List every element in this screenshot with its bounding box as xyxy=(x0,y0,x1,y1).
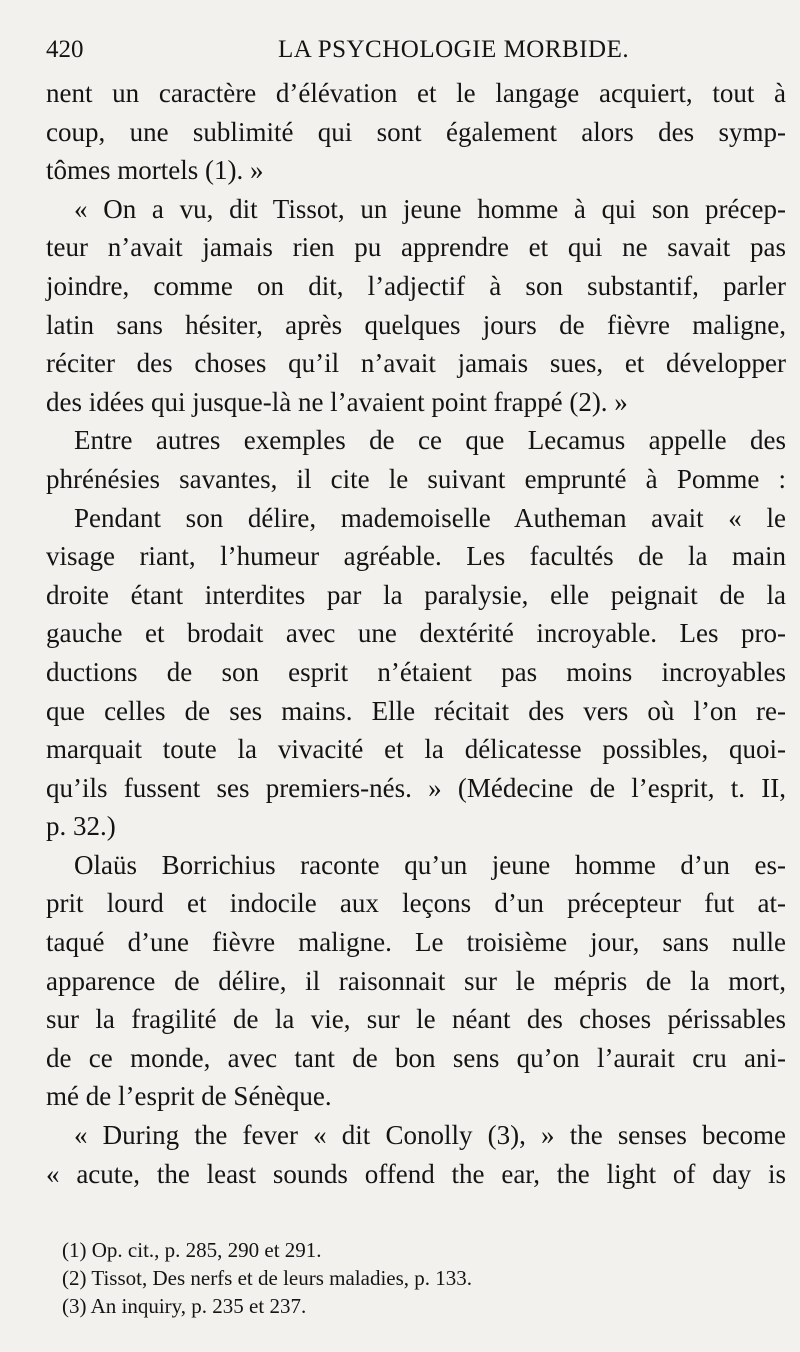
text-line: Olaüs Borrichius raconte qu’un jeune homme d’un es- xyxy=(74,849,786,880)
text-line: latin sans hésiter, après quelques jours de fièvre maligne, xyxy=(46,309,786,340)
text-line: droite étant interdites par la paralysie, elle peignait de la xyxy=(46,579,786,610)
text-line: coup, une sublimité qui sont également alors des symp- xyxy=(46,116,786,147)
page-number: 420 xyxy=(46,36,84,63)
footnote-mark: (1) xyxy=(62,1238,92,1262)
text-line: tômes mortels (1). » xyxy=(46,155,264,186)
text-line: que celles de ses mains. Elle récitait des vers où l’on re- xyxy=(46,695,786,726)
footnote xyxy=(62,1264,762,1292)
text-line: p. 32.) xyxy=(46,811,116,842)
footnote-text: Op. cit., p. 285, 290 et 291. xyxy=(91,1238,322,1262)
text-line: teur n’avait jamais rien pu apprendre et qui ne savait pas xyxy=(46,232,786,263)
text-line: de ce monde, avec tant de bon sens qu’on l’aurait cru ani- xyxy=(46,1042,786,1073)
text-line: « On a vu, dit Tissot, un jeune homme à qui son précep- xyxy=(74,193,786,224)
text-line: réciter des choses qu’il n’avait jamais sues, et développer xyxy=(46,348,786,379)
text-line: joindre, comme on dit, l’adjectif à son substantif, parler xyxy=(46,270,786,301)
text-line: des idées qui jusque-là ne l’avaient point frappé (2). » xyxy=(46,386,628,417)
text-line: sur la fragilité de la vie, sur le néant des choses périssables xyxy=(46,1004,786,1035)
text-line: gauche et brodait avec une dextérité incroyable. Les pro- xyxy=(46,618,786,649)
text-line: « During the fever « dit Conolly (3), » the senses become xyxy=(74,1120,786,1151)
text-line: ductions de son esprit n’étaient pas moins incroyables xyxy=(46,656,786,687)
text-line: phrénésies savantes, il cite le suivant emprunté à Pomme : xyxy=(46,463,786,494)
footnote-mark: (3) xyxy=(62,1294,91,1318)
text-line: « acute, the least sounds offend the ear, the light of day is xyxy=(46,1158,786,1189)
text-line: Pendant son délire, mademoiselle Autheman avait « le xyxy=(74,502,786,533)
text-line: nent un caractère d’élévation et le langage acquiert, tout à xyxy=(46,78,786,108)
footnote xyxy=(62,1236,762,1264)
footnote-text: Tissot, Des nerfs et de leurs maladies, p. 133. xyxy=(91,1266,473,1290)
text-line: apparence de délire, il raisonnait sur le mépris de la mort, xyxy=(46,965,786,996)
text-line: qu’ils fussent ses premiers-nés. » (Médecine de l’esprit, t. II, xyxy=(46,772,786,803)
text-line: Entre autres exemples de ce que Lecamus appelle des xyxy=(74,425,786,456)
footnotes xyxy=(62,1236,762,1320)
footnote-text: An inquiry, p. 235 et 237. xyxy=(90,1294,307,1318)
text-line: taqué d’une fièvre maligne. Le troisième jour, sans nulle xyxy=(46,927,786,958)
text-line: visage riant, l’humeur agréable. Les facultés de la main xyxy=(46,541,786,572)
footnote xyxy=(62,1292,762,1320)
text-line: mé de l’esprit de Sénèque. xyxy=(46,1081,332,1112)
text-line: prit lourd et indocile aux leçons d’un précepteur fut at- xyxy=(46,888,786,919)
running-header xyxy=(46,36,786,66)
body-text xyxy=(46,74,786,1193)
running-title: LA PSYCHOLOGIE MORBIDE. xyxy=(278,36,630,63)
text-line: marquait toute la vivacité et la délicatesse possibles, quoi- xyxy=(46,734,786,765)
footnote-mark: (2) xyxy=(62,1266,92,1290)
